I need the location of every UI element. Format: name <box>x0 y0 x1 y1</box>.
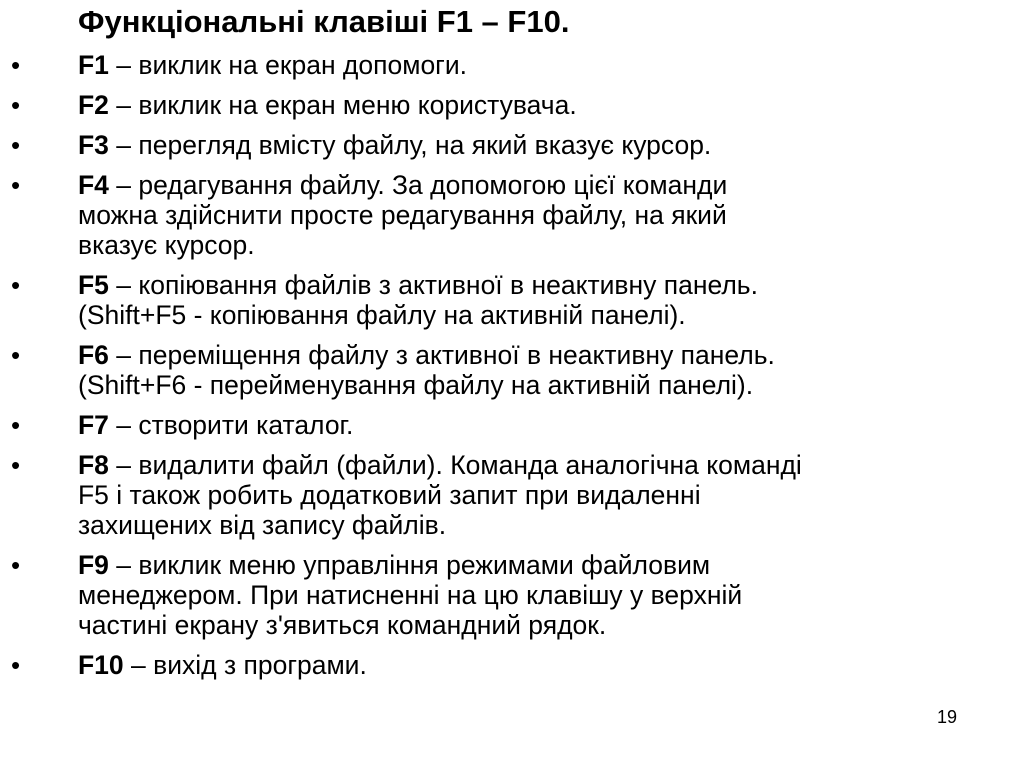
function-keys-list <box>0 50 1024 690</box>
list-item-text: – виклик на екран допомоги. <box>108 50 468 80</box>
list-item-text: – видалити файл (файли). Команда аналогічна команді <box>108 450 802 480</box>
list-item-line <box>78 170 1020 200</box>
function-key-label: F10 <box>78 650 124 680</box>
list-item-line <box>78 370 1020 400</box>
list-item-text: – переміщення файлу з активної в неактивну панель. <box>108 340 775 370</box>
list-item-line <box>78 450 1020 480</box>
list-item-text: – вихід з програми. <box>123 650 367 680</box>
list-item-line <box>78 270 1020 300</box>
list-item-text: можна здійснити просте редагування файлу, на який <box>78 200 727 230</box>
bullet-marker: • <box>11 90 21 120</box>
bullet-marker: • <box>11 450 21 480</box>
list-item <box>0 410 1024 440</box>
bullet-marker: • <box>11 340 21 370</box>
function-key-label: F2 <box>78 90 109 120</box>
bullet-marker: • <box>11 410 21 440</box>
function-key-label: F1 <box>78 50 109 80</box>
list-item-text: F5 і також робить додатковий запит при видаленні <box>78 480 701 510</box>
list-item-text: – створити каталог. <box>108 410 354 440</box>
bullet-marker: • <box>11 550 21 580</box>
list-item-line <box>78 550 1020 580</box>
function-key-label: F7 <box>78 410 109 440</box>
bullet-marker: • <box>11 170 21 200</box>
list-item-text: (Shift+F5 - копіювання файлу на активній панелі). <box>78 300 686 330</box>
list-item-text: (Shift+F6 - перейменування файлу на активній панелі). <box>78 370 754 400</box>
list-item-line <box>78 230 1020 260</box>
function-key-label: F4 <box>78 170 109 200</box>
list-item <box>0 270 1024 330</box>
bullet-marker: • <box>11 270 21 300</box>
list-item-line <box>78 90 1020 120</box>
list-item <box>0 650 1024 680</box>
list-item-line <box>78 610 1020 640</box>
list-item-text: частині екрану з'явиться командний рядок. <box>78 610 607 640</box>
list-item-line <box>78 300 1020 330</box>
function-key-label: F8 <box>78 450 109 480</box>
list-item-line <box>78 50 1020 80</box>
list-item-line <box>78 410 1020 440</box>
list-item <box>0 130 1024 160</box>
list-item-line <box>78 510 1020 540</box>
list-item-line <box>78 650 1020 680</box>
slide-title: Функціональні клавіші F1 – F10. <box>78 4 570 39</box>
list-item-text: вказує курсор. <box>78 230 255 260</box>
bullet-marker: • <box>11 50 21 80</box>
list-item <box>0 450 1024 540</box>
function-key-label: F5 <box>78 270 109 300</box>
list-item <box>0 340 1024 400</box>
list-item-text: – перегляд вмісту файлу, на який вказує курсор. <box>108 130 712 160</box>
list-item-text: менеджером. При натисненні на цю клавішу у верхній <box>78 580 743 610</box>
list-item-text: – копіювання файлів з активної в неактивну панель. <box>108 270 758 300</box>
list-item-line <box>78 130 1020 160</box>
function-key-label: F3 <box>78 130 109 160</box>
list-item <box>0 50 1024 80</box>
list-item-line <box>78 480 1020 510</box>
bullet-marker: • <box>11 130 21 160</box>
list-item-text: – виклик меню управління режимами файловим <box>108 550 711 580</box>
page-number: 19 <box>937 707 958 727</box>
list-item-line <box>78 200 1020 230</box>
list-item <box>0 170 1024 260</box>
bullet-marker: • <box>11 650 21 680</box>
list-item <box>0 90 1024 120</box>
function-key-label: F6 <box>78 340 109 370</box>
list-item <box>0 550 1024 640</box>
list-item-text: – редагування файлу. За допомогою цієї команди <box>108 170 728 200</box>
list-item-text: – виклик на екран меню користувача. <box>108 90 577 120</box>
list-item-line <box>78 580 1020 610</box>
function-key-label: F9 <box>78 550 109 580</box>
list-item-text: захищених від запису файлів. <box>78 510 447 540</box>
list-item-line <box>78 340 1020 370</box>
